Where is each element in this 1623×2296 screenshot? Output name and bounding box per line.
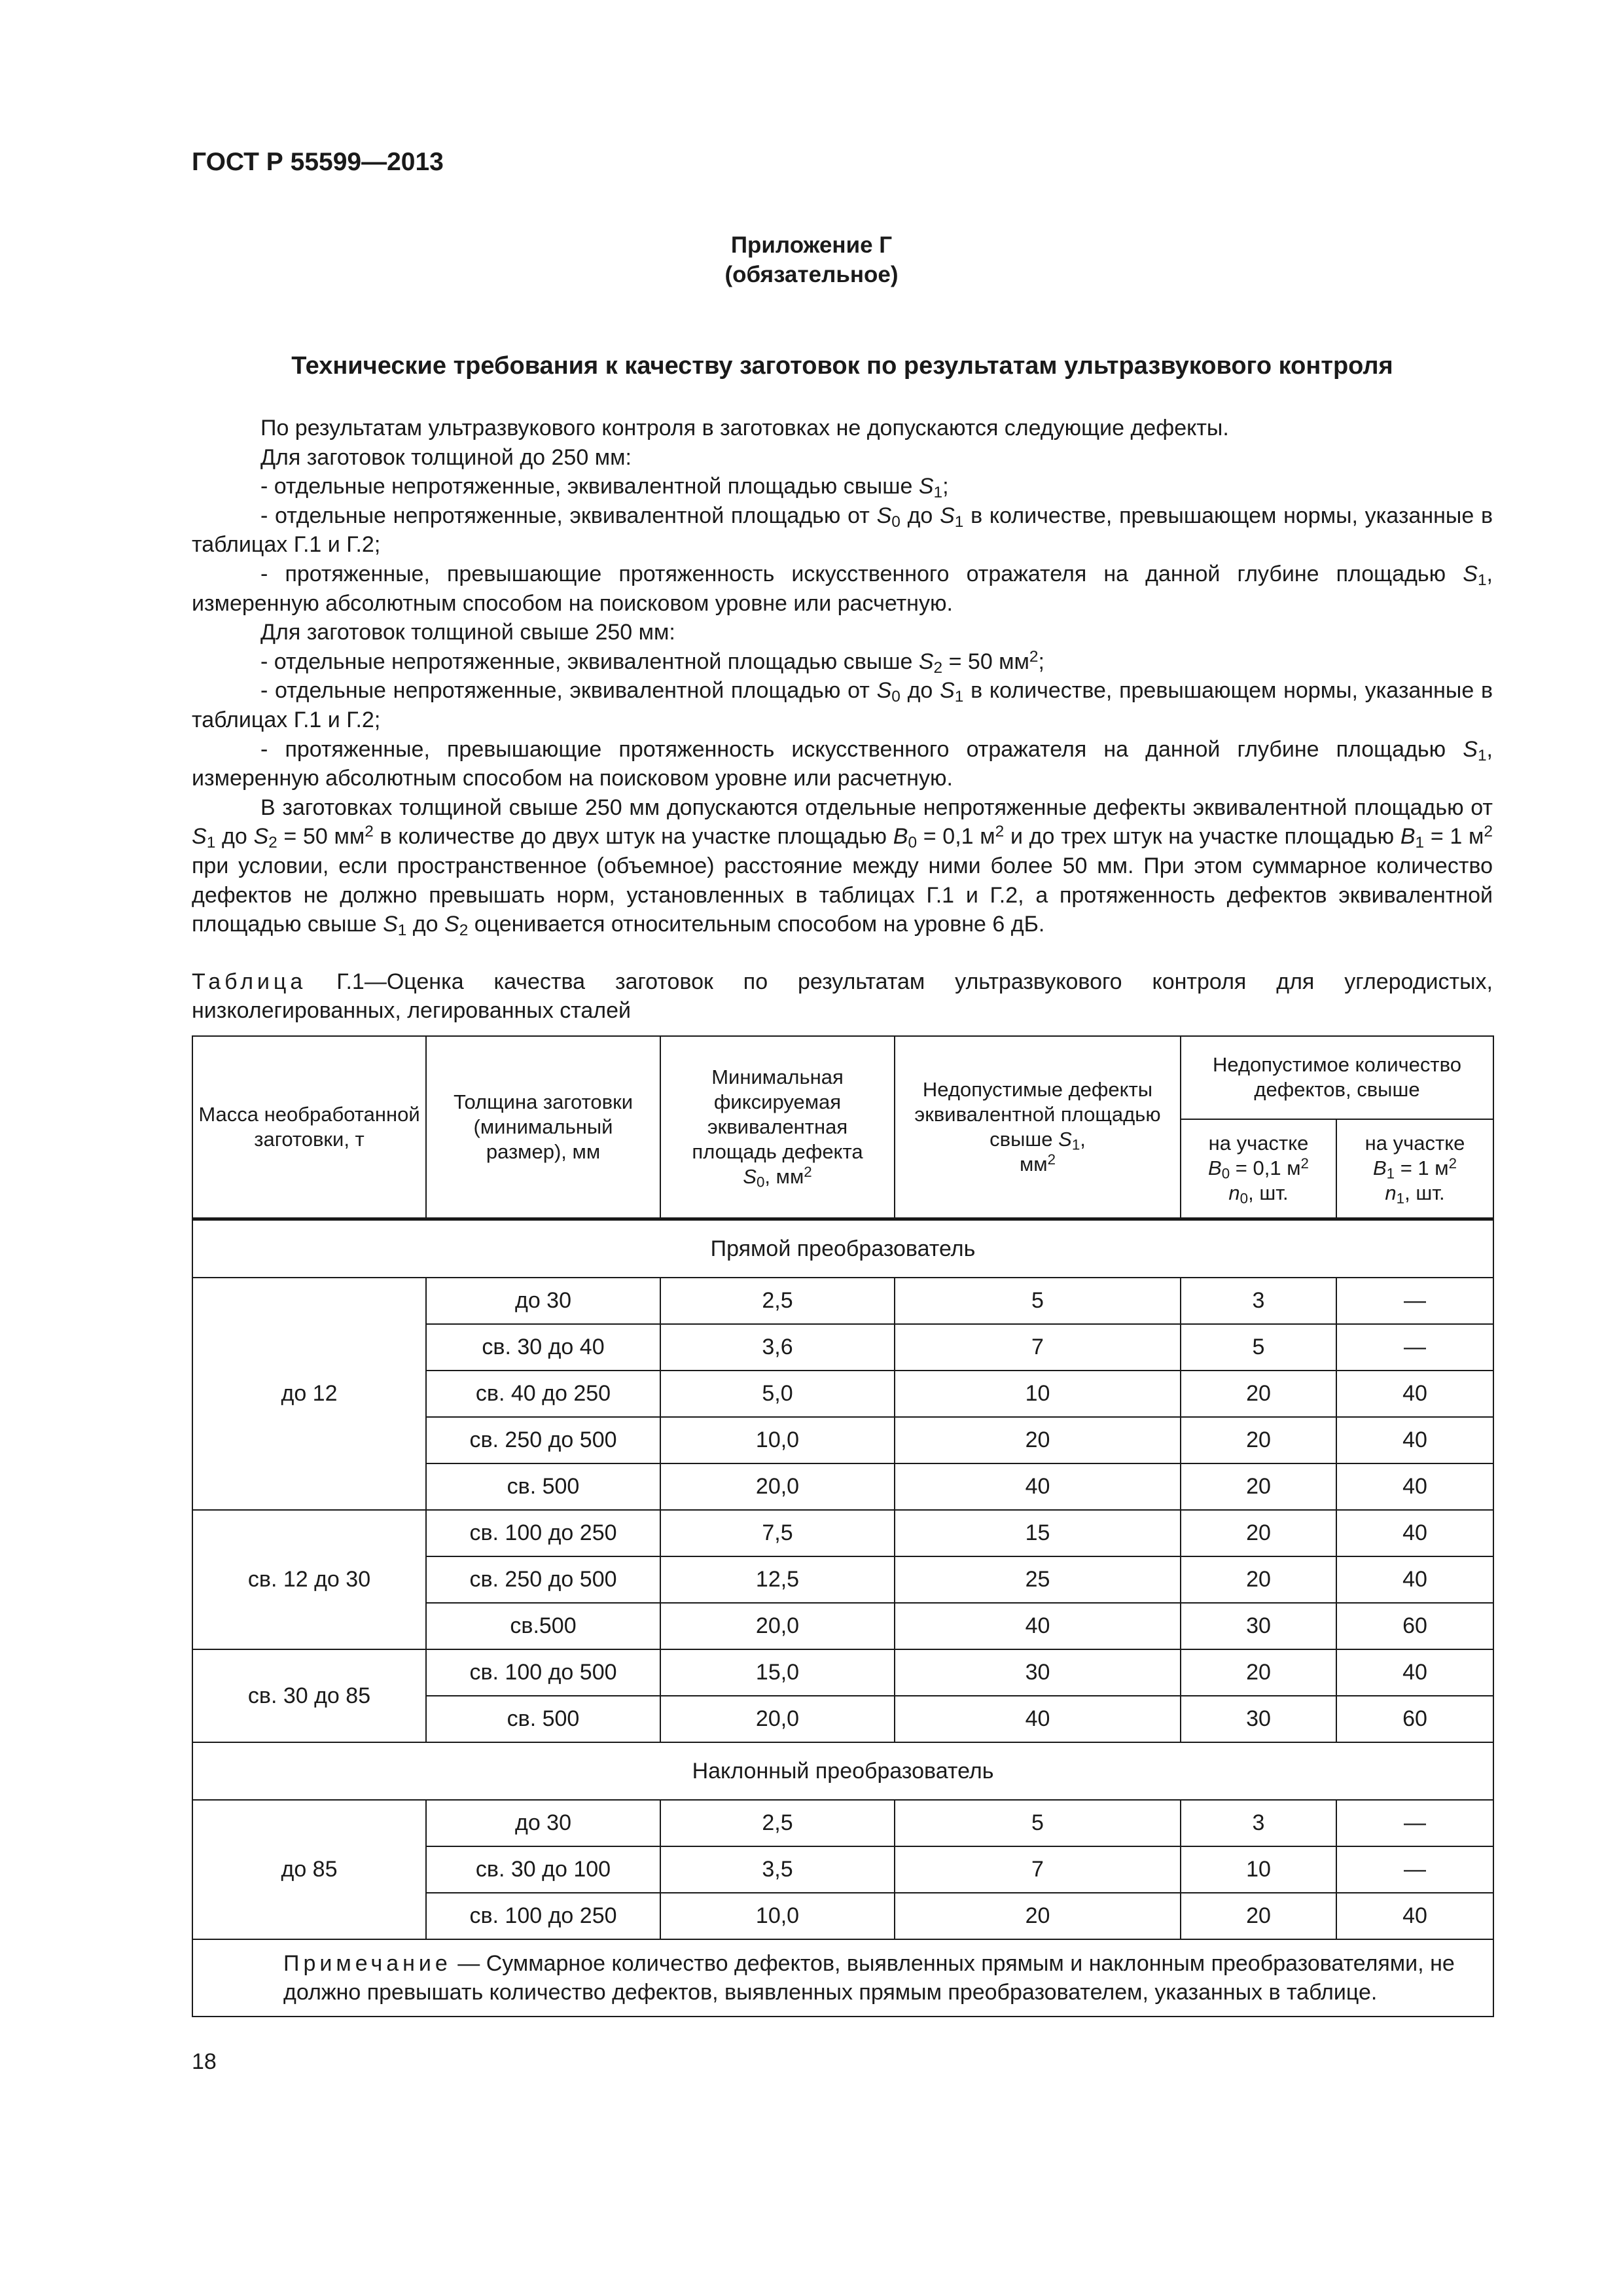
cell-thickness: св. 40 до 250 (426, 1371, 660, 1417)
cell-bad-area: 10 (895, 1371, 1181, 1417)
cell-count-n1: 40 (1336, 1556, 1493, 1603)
header-thickness: Толщина заготовки (минимальный размер), мм (426, 1036, 660, 1219)
header-bad-area: Недопустимые дефекты эквивалентной площадью свыше $S_1$, $мм^2$ (895, 1036, 1181, 1219)
final-paragraph: В заготовках толщиной свыше 250 мм допускаются отдельные непротяженные дефекты эквивалентной площадью от $S_1$ до $S_2 = 50$ $мм^2$ в количестве до двух штук на участке площадью $B_0 = 0,1$ $м^2$ и до трех штук на участке площадью $B_1 = 1$ $м^2$ при условии, если пространственное (объемное) расстояние между ними более 50 мм. При этом суммарное количество дефектов не должно превышать норм, установленных в таблицах Г.1 и Г.2, а протяженность дефектов эквивалентной площадью свыше $S_1$ до $S_2$ оценивается относительным способом на уровне 6 дБ. (192, 795, 1493, 940)
cell-count-n1: 40 (1336, 1463, 1493, 1510)
cell-count-n0: 20 (1181, 1649, 1336, 1696)
cell-count-n1: — (1336, 1800, 1493, 1846)
cell-bad-area: 30 (895, 1649, 1181, 1696)
annex-name: Приложение Г (730, 232, 893, 258)
cell-min-area: 12,5 (660, 1556, 895, 1603)
cell-min-area: 10,0 (660, 1893, 895, 1939)
cell-count-n0: 20 (1181, 1417, 1336, 1463)
cell-thickness: св. 30 до 100 (426, 1846, 660, 1893)
group1-item2: - отдельные непротяженные, эквивалентной площадью от $S_0$ до $S_1$ в количестве, превышающем нормы, указанные в таблицах Г.1 и Г.2; (192, 503, 1493, 558)
page-number: 18 (192, 2049, 217, 2074)
cell-count-n0: 10 (1181, 1846, 1336, 1893)
cell-min-area: 2,5 (660, 1278, 895, 1324)
document-number: ГОСТ Р 55599—2013 (192, 148, 444, 176)
cell-count-n0: 20 (1181, 1371, 1336, 1417)
cell-thickness: св. 30 до 40 (426, 1324, 660, 1371)
cell-thickness: св. 250 до 500 (426, 1556, 660, 1603)
cell-mass: до 85 (192, 1800, 426, 1939)
intro-paragraph: По результатам ультразвукового контроля в заготовках не допускаются следующие дефекты. (260, 416, 1229, 440)
annex-title: Технические требования к качеству заготовок по результатам ультразвукового контроля (291, 352, 1393, 380)
cell-min-area: 10,0 (660, 1417, 895, 1463)
cell-bad-area: 25 (895, 1556, 1181, 1603)
cell-count-n1: 60 (1336, 1696, 1493, 1742)
quality-table (192, 1035, 1494, 2017)
table-row (192, 1800, 1493, 1846)
cell-thickness: св.500 (426, 1603, 660, 1649)
header-count-b0: на участке $B_0 = 0,1$ $м^2$ $n_0$, шт. (1181, 1119, 1336, 1219)
header-count-group: Недопустимое количество дефектов, свыше (1181, 1036, 1493, 1119)
cell-min-area: 15,0 (660, 1649, 895, 1696)
section-angle-transducer: Наклонный преобразователь (192, 1742, 1493, 1800)
table-note: Примечание — Суммарное количество дефектов, выявленных прямым и наклонным преобразователями, не должно превышать количество дефектов, выявленных прямым преобразователем, указанных в таблице. (192, 1939, 1493, 2017)
cell-min-area: 20,0 (660, 1696, 895, 1742)
header-mass: Масса необработанной заготовки, т (192, 1036, 426, 1219)
cell-thickness: до 30 (426, 1278, 660, 1324)
cell-bad-area: 40 (895, 1603, 1181, 1649)
cell-count-n1: 40 (1336, 1893, 1493, 1939)
cell-count-n1: 40 (1336, 1649, 1493, 1696)
group2-item3: - протяженные, превышающие протяженность искусственного отражателя на данной глубине площадью $S_1$, измеренную абсолютным способом на поисковом уровне или расчетную. (192, 736, 1493, 791)
cell-count-n0: 3 (1181, 1278, 1336, 1324)
cell-count-n1: — (1336, 1846, 1493, 1893)
cell-min-area: 2,5 (660, 1800, 895, 1846)
cell-min-area: 5,0 (660, 1371, 895, 1417)
table-row (192, 1278, 1493, 1324)
cell-count-n1: 60 (1336, 1603, 1493, 1649)
cell-min-area: 7,5 (660, 1510, 895, 1556)
cell-count-n0: 20 (1181, 1463, 1336, 1510)
cell-thickness: св. 500 (426, 1696, 660, 1742)
cell-min-area: 3,6 (660, 1324, 895, 1371)
annex-status: (обязательное) (724, 262, 899, 287)
table-row (192, 1649, 1493, 1696)
table-row (192, 1510, 1493, 1556)
section-straight-transducer: Прямой преобразователь (192, 1219, 1493, 1278)
cell-count-n1: — (1336, 1278, 1493, 1324)
cell-bad-area: 20 (895, 1893, 1181, 1939)
cell-count-n1: 40 (1336, 1510, 1493, 1556)
group2-heading: Для заготовок толщиной свыше 250 мм: (260, 620, 675, 645)
cell-thickness: св. 100 до 250 (426, 1893, 660, 1939)
table-caption: Таблица Г.1—Оценка качества заготовок по результатам ультразвукового контроля для углеродистых, низколегированных, легированных сталей (192, 969, 1493, 1023)
cell-min-area: 20,0 (660, 1603, 895, 1649)
group1-item3: - протяженные, превышающие протяженность искусственного отражателя на данной глубине площадью $S_1$, измеренную абсолютным способом на поисковом уровне или расчетную. (192, 561, 1493, 616)
cell-count-n0: 30 (1181, 1603, 1336, 1649)
cell-thickness: св. 100 до 250 (426, 1510, 660, 1556)
group1-heading: Для заготовок толщиной до 250 мм: (260, 444, 632, 470)
cell-min-area: 20,0 (660, 1463, 895, 1510)
body-text (192, 414, 1493, 939)
cell-count-n0: 30 (1181, 1696, 1336, 1742)
cell-count-n1: — (1336, 1324, 1493, 1371)
cell-mass: св. 12 до 30 (192, 1510, 426, 1649)
cell-bad-area: 5 (895, 1800, 1181, 1846)
cell-thickness: св. 100 до 500 (426, 1649, 660, 1696)
cell-bad-area: 15 (895, 1510, 1181, 1556)
cell-count-n1: 40 (1336, 1371, 1493, 1417)
cell-count-n0: 3 (1181, 1800, 1336, 1846)
cell-bad-area: 20 (895, 1417, 1181, 1463)
cell-thickness: св. 500 (426, 1463, 660, 1510)
cell-thickness: св. 250 до 500 (426, 1417, 660, 1463)
cell-bad-area: 40 (895, 1463, 1181, 1510)
cell-count-n0: 20 (1181, 1556, 1336, 1603)
header-min-area: Минимальная фиксируемая эквивалентная площадь дефекта $S_0$, $мм^2$ (660, 1036, 895, 1219)
cell-count-n1: 40 (1336, 1417, 1493, 1463)
cell-bad-area: 5 (895, 1278, 1181, 1324)
cell-count-n0: 20 (1181, 1510, 1336, 1556)
cell-mass: св. 30 до 85 (192, 1649, 426, 1742)
cell-min-area: 3,5 (660, 1846, 895, 1893)
cell-bad-area: 7 (895, 1324, 1181, 1371)
cell-mass: до 12 (192, 1278, 426, 1510)
cell-count-n0: 5 (1181, 1324, 1336, 1371)
cell-bad-area: 7 (895, 1846, 1181, 1893)
cell-bad-area: 40 (895, 1696, 1181, 1742)
cell-count-n0: 20 (1181, 1893, 1336, 1939)
annex-heading (0, 230, 1623, 289)
group2-item1: - отдельные непротяженные, эквивалентной площадью свыше $S_2 = 50$ $мм^2$; (260, 647, 1044, 677)
group2-item2: - отдельные непротяженные, эквивалентной площадью от $S_0$ до $S_1$ в количестве, превышающем нормы, указанные в таблицах Г.1 и Г.2; (192, 678, 1493, 732)
group1-item1: - отдельные непротяженные, эквивалентной площадью свыше $S_1$; (260, 474, 949, 502)
cell-thickness: до 30 (426, 1800, 660, 1846)
header-count-b1: на участке $B_1 = 1$ $м^2$ $n_1$, шт. (1336, 1119, 1493, 1219)
